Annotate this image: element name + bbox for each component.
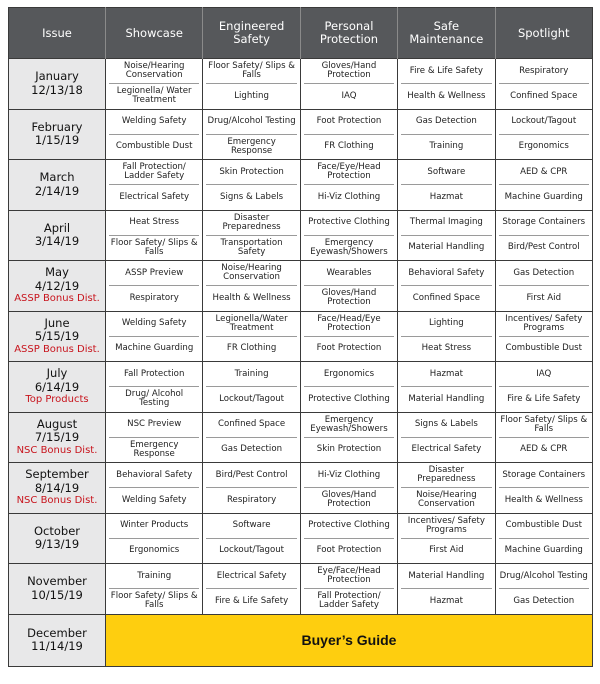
topic-secondary: FR Clothing — [206, 336, 296, 361]
topic-cell-spotlight — [495, 513, 592, 564]
topic-secondary: Floor Safety/ Slips & Falls — [109, 588, 199, 613]
topic-pair — [106, 362, 202, 411]
topic-secondary: Gloves/Hand Protection — [304, 487, 394, 512]
topic-pair — [496, 463, 592, 512]
topic-primary: Eye/Face/Head Protection — [317, 566, 381, 586]
topic-cell-engineered-safety — [203, 261, 300, 312]
issue-cell — [9, 261, 106, 312]
issue-month: September — [25, 467, 89, 482]
topic-primary: Software — [232, 520, 271, 531]
topic-secondary: Material Handling — [401, 386, 491, 411]
topic-primary: Electrical Safety — [216, 570, 287, 581]
topic-secondary: Material Handling — [401, 235, 491, 260]
topic-secondary: FR Clothing — [304, 134, 394, 159]
topic-pair — [203, 514, 299, 563]
topic-primary: Training — [234, 368, 269, 379]
table-row — [9, 564, 593, 615]
topic-primary: Gas Detection — [513, 267, 575, 278]
issue-date: 6/14/19 — [34, 379, 80, 394]
issue-date: 12/13/18 — [31, 82, 83, 97]
topic-secondary: Foot Protection — [304, 336, 394, 361]
topic-primary: Ergonomics — [323, 368, 375, 379]
topic-primary: Drug/Alcohol Testing — [499, 570, 588, 581]
topic-pair — [496, 110, 592, 159]
issue-date: 11/14/19 — [31, 639, 83, 653]
topic-secondary: Combustible Dust — [109, 134, 199, 159]
topic-primary: Behavioral Safety — [116, 469, 193, 480]
issue-cell — [9, 362, 106, 413]
topic-pair — [496, 514, 592, 563]
topic-primary: Fall Protection — [123, 368, 185, 379]
topic-cell-personal-protection — [300, 513, 397, 564]
editorial-calendar — [8, 7, 592, 667]
topic-pair — [398, 59, 494, 108]
topic-secondary: Fire & Life Safety — [206, 588, 296, 613]
topic-cell-engineered-safety — [203, 59, 300, 110]
issue-bonus-note: ASSP Bonus Dist. — [14, 293, 100, 305]
topic-cell-engineered-safety — [203, 109, 300, 160]
issue-bonus-note: Top Products — [25, 394, 89, 406]
topic-cell-engineered-safety — [203, 210, 300, 261]
header-engineered-safety: Engineered Safety — [203, 8, 300, 59]
topic-cell-showcase — [106, 261, 203, 312]
topic-secondary: First Aid — [499, 285, 589, 310]
topic-cell-personal-protection — [300, 311, 397, 362]
topic-primary: Drug/Alcohol Testing — [207, 116, 296, 127]
topic-cell-showcase — [106, 109, 203, 160]
topic-cell-spotlight — [495, 59, 592, 110]
topic-cell-safe-maintenance — [398, 564, 495, 615]
topic-primary: Signs & Labels — [414, 419, 478, 430]
topic-pair — [398, 160, 494, 209]
topic-secondary: Machine Guarding — [499, 538, 589, 563]
issue-date: 5/15/19 — [34, 329, 80, 344]
topic-primary: Incentives/ Safety Programs — [407, 515, 485, 535]
issue-month: May — [45, 265, 69, 280]
topic-secondary: Emergency Eyewash/Showers — [304, 235, 394, 260]
topic-pair — [203, 564, 299, 613]
editorial-calendar-table — [8, 7, 593, 667]
topic-secondary: Bird/Pest Control — [499, 235, 589, 260]
topic-primary: Lockout/Tagout — [511, 116, 577, 127]
topic-pair — [398, 211, 494, 260]
topic-primary: Software — [427, 166, 466, 177]
topic-cell-engineered-safety — [203, 362, 300, 413]
topic-cell-showcase — [106, 311, 203, 362]
topic-primary: Incentives/ Safety Programs — [505, 313, 583, 333]
table-row — [9, 463, 593, 514]
topic-secondary: Fall Protection/ Ladder Safety — [304, 588, 394, 613]
topic-primary: Welding Safety — [121, 318, 187, 329]
topic-cell-engineered-safety — [203, 160, 300, 211]
topic-cell-personal-protection — [300, 210, 397, 261]
table-row-december — [9, 614, 593, 666]
topic-cell-personal-protection — [300, 261, 397, 312]
topic-primary: AED & CPR — [520, 166, 568, 177]
topic-secondary: Transportation Safety — [206, 235, 296, 260]
topic-pair — [106, 413, 202, 462]
topic-cell-engineered-safety — [203, 412, 300, 463]
topic-cell-engineered-safety — [203, 311, 300, 362]
issue-date: 1/15/19 — [34, 133, 80, 148]
topic-primary: Confined Space — [217, 419, 286, 430]
topic-cell-engineered-safety — [203, 564, 300, 615]
topic-secondary: Lighting — [206, 83, 296, 108]
topic-pair — [398, 110, 494, 159]
topic-primary: Material Handling — [408, 570, 485, 581]
topic-secondary: Respiratory — [109, 285, 199, 310]
topic-secondary: Legionella/ Water Treatment — [109, 83, 199, 108]
topic-cell-safe-maintenance — [398, 210, 495, 261]
topic-pair — [496, 362, 592, 411]
issue-month: November — [27, 574, 87, 589]
header-row — [9, 8, 593, 59]
topic-cell-safe-maintenance — [398, 362, 495, 413]
topic-primary: Welding Safety — [121, 116, 187, 127]
issue-date: 4/12/19 — [34, 278, 80, 293]
topic-primary: Fire & Life Safety — [409, 65, 483, 76]
topic-pair — [398, 564, 494, 613]
topic-pair — [203, 110, 299, 159]
topic-primary: Gloves/Hand Protection — [321, 61, 377, 81]
topic-primary: Hi-Viz Clothing — [317, 469, 381, 480]
topic-secondary: Health & Wellness — [401, 83, 491, 108]
topic-primary: IAQ — [536, 368, 552, 379]
topic-secondary: Health & Wellness — [499, 487, 589, 512]
topic-secondary: Lockout/Tagout — [206, 538, 296, 563]
topic-pair — [398, 514, 494, 563]
topic-secondary: Foot Protection — [304, 538, 394, 563]
issue-month: April — [43, 220, 71, 235]
topic-secondary: Gas Detection — [499, 588, 589, 613]
issue-date: 2/14/19 — [34, 183, 80, 198]
topic-cell-personal-protection — [300, 109, 397, 160]
topic-secondary: AED & CPR — [499, 437, 589, 462]
issue-month: January — [35, 69, 79, 84]
topic-pair — [106, 160, 202, 209]
topic-primary: Storage Containers — [502, 469, 586, 480]
topic-primary: Noise/Hearing Conservation — [221, 263, 282, 283]
topic-cell-spotlight — [495, 210, 592, 261]
topic-primary: Wearables — [326, 267, 372, 278]
topic-primary: Protective Clothing — [308, 217, 390, 228]
issue-cell — [9, 210, 106, 261]
topic-secondary: IAQ — [304, 83, 394, 108]
issue-month: June — [44, 315, 70, 330]
topic-secondary: Health & Wellness — [206, 285, 296, 310]
issue-month: August — [36, 416, 78, 431]
topic-pair — [203, 362, 299, 411]
issue-cell — [9, 463, 106, 514]
header-safe-maintenance: Safe Maintenance — [398, 8, 495, 59]
topic-pair — [106, 59, 202, 108]
topic-primary: Lighting — [428, 318, 464, 329]
topic-secondary: Emergency Response — [206, 134, 296, 159]
topic-secondary: Emergency Response — [109, 437, 199, 462]
topic-cell-showcase — [106, 210, 203, 261]
topic-pair — [496, 160, 592, 209]
topic-pair — [301, 312, 397, 361]
topic-secondary: Respiratory — [206, 487, 296, 512]
issue-date: 3/14/19 — [34, 234, 80, 249]
topic-primary: ASSP Preview — [125, 267, 184, 278]
topic-secondary: Gas Detection — [206, 437, 296, 462]
topic-pair — [496, 59, 592, 108]
topic-cell-engineered-safety — [203, 463, 300, 514]
topic-cell-safe-maintenance — [398, 109, 495, 160]
topic-pair — [301, 564, 397, 613]
topic-secondary: Gloves/Hand Protection — [304, 285, 394, 310]
topic-secondary: Electrical Safety — [401, 437, 491, 462]
topic-primary: Floor Safety/ Slips & Falls — [500, 414, 588, 434]
topic-cell-personal-protection — [300, 564, 397, 615]
topic-cell-spotlight — [495, 463, 592, 514]
topic-cell-personal-protection — [300, 362, 397, 413]
topic-primary: Noise/Hearing Conservation — [123, 61, 185, 81]
topic-pair — [496, 261, 592, 310]
topic-secondary: Welding Safety — [109, 487, 199, 512]
topic-secondary: Ergonomics — [109, 538, 199, 563]
topic-primary: Foot Protection — [316, 116, 382, 127]
header-spotlight: Spotlight — [495, 8, 592, 59]
topic-primary: Combustible Dust — [505, 520, 583, 531]
issue-month: July — [46, 366, 68, 381]
topic-pair — [301, 160, 397, 209]
topic-primary: Respiratory — [519, 65, 569, 76]
topic-primary: Hazmat — [429, 368, 463, 379]
topic-pair — [301, 59, 397, 108]
topic-secondary: Protective Clothing — [304, 386, 394, 411]
topic-cell-showcase — [106, 564, 203, 615]
table-row — [9, 513, 593, 564]
topic-primary: Behavioral Safety — [408, 267, 485, 278]
topic-primary: Disaster Preparedness — [222, 212, 281, 232]
issue-bonus-note: NSC Bonus Dist. — [16, 444, 98, 456]
topic-primary: Skin Protection — [219, 166, 284, 177]
topic-secondary: Electrical Safety — [109, 184, 199, 209]
topic-pair — [301, 211, 397, 260]
topic-secondary: Hazmat — [401, 588, 491, 613]
topic-pair — [106, 261, 202, 310]
topic-cell-showcase — [106, 513, 203, 564]
topic-cell-spotlight — [495, 160, 592, 211]
topic-cell-engineered-safety — [203, 513, 300, 564]
topic-primary: Gas Detection — [415, 116, 477, 127]
header-issue: Issue — [9, 8, 106, 59]
issue-cell — [9, 59, 106, 110]
topic-secondary: Fire & Life Safety — [499, 386, 589, 411]
topic-cell-showcase — [106, 412, 203, 463]
topic-secondary: Drug/ Alcohol Testing — [109, 386, 199, 411]
topic-pair — [203, 312, 299, 361]
topic-pair — [301, 261, 397, 310]
topic-pair — [203, 59, 299, 108]
topic-pair — [203, 463, 299, 512]
table-row — [9, 311, 593, 362]
topic-primary: Fall Protection/ Ladder Safety — [122, 162, 186, 182]
topic-pair — [106, 312, 202, 361]
topic-pair — [398, 413, 494, 462]
table-row — [9, 261, 593, 312]
topic-primary: Heat Stress — [129, 217, 179, 228]
topic-pair — [301, 463, 397, 512]
topic-primary: Floor Safety/ Slips & Falls — [208, 61, 295, 81]
topic-cell-showcase — [106, 463, 203, 514]
issue-month: February — [31, 119, 83, 134]
topic-secondary: Lockout/Tagout — [206, 386, 296, 411]
topic-primary: Training — [137, 570, 172, 581]
topic-pair — [301, 362, 397, 411]
topic-cell-safe-maintenance — [398, 311, 495, 362]
issue-month: December — [27, 625, 87, 640]
topic-secondary: Floor Safety/ Slips & Falls — [109, 235, 199, 260]
table-row — [9, 160, 593, 211]
topic-pair — [398, 362, 494, 411]
issue-bonus-note: NSC Bonus Dist. — [16, 495, 98, 507]
topic-cell-showcase — [106, 160, 203, 211]
topic-secondary: Combustible Dust — [499, 336, 589, 361]
topic-cell-safe-maintenance — [398, 59, 495, 110]
topic-cell-spotlight — [495, 261, 592, 312]
issue-date: 10/15/19 — [31, 587, 83, 602]
topic-cell-personal-protection — [300, 463, 397, 514]
topic-pair — [496, 312, 592, 361]
topic-pair — [203, 211, 299, 260]
topic-pair — [398, 463, 494, 512]
topic-pair — [496, 413, 592, 462]
topic-cell-safe-maintenance — [398, 463, 495, 514]
topic-secondary: Machine Guarding — [109, 336, 199, 361]
topic-cell-safe-maintenance — [398, 513, 495, 564]
topic-primary: Emergency Eyewash/Showers — [310, 414, 388, 434]
topic-secondary: Heat Stress — [401, 336, 491, 361]
topic-secondary: Confined Space — [499, 83, 589, 108]
topic-pair — [301, 110, 397, 159]
topic-secondary: Ergonomics — [499, 134, 589, 159]
issue-date: 9/13/19 — [34, 537, 80, 552]
topic-pair — [106, 211, 202, 260]
topic-secondary: Signs & Labels — [206, 184, 296, 209]
topic-cell-personal-protection — [300, 412, 397, 463]
topic-cell-spotlight — [495, 362, 592, 413]
issue-cell — [9, 513, 106, 564]
table-row — [9, 59, 593, 110]
topic-cell-spotlight — [495, 412, 592, 463]
topic-secondary: Confined Space — [401, 285, 491, 310]
topic-primary: Bird/Pest Control — [215, 469, 288, 480]
topic-secondary: Noise/Hearing Conservation — [401, 487, 491, 512]
issue-month: March — [39, 170, 75, 185]
topic-primary: NSC Preview — [127, 419, 182, 430]
topic-pair — [203, 160, 299, 209]
topic-cell-personal-protection — [300, 160, 397, 211]
header-personal-protection: Personal Protection — [300, 8, 397, 59]
topic-pair — [106, 514, 202, 563]
topic-pair — [106, 463, 202, 512]
topic-pair — [496, 211, 592, 260]
topic-pair — [106, 564, 202, 613]
topic-pair — [496, 564, 592, 613]
topic-cell-safe-maintenance — [398, 160, 495, 211]
table-row — [9, 412, 593, 463]
topic-primary: Face/Eye/Head Protection — [317, 162, 381, 182]
topic-pair — [398, 312, 494, 361]
topic-cell-spotlight — [495, 564, 592, 615]
issue-date: 8/14/19 — [34, 480, 80, 495]
issue-cell — [9, 311, 106, 362]
issue-cell — [9, 109, 106, 160]
topic-secondary: Machine Guarding — [499, 184, 589, 209]
topic-secondary: Training — [401, 134, 491, 159]
topic-pair — [106, 110, 202, 159]
topic-primary: Protective Clothing — [308, 520, 390, 531]
topic-pair — [301, 413, 397, 462]
issue-month: October — [33, 523, 81, 538]
issue-bonus-note: ASSP Bonus Dist. — [14, 343, 100, 355]
topic-cell-safe-maintenance — [398, 412, 495, 463]
topic-pair — [203, 413, 299, 462]
topic-primary: Winter Products — [120, 520, 189, 531]
topic-cell-spotlight — [495, 311, 592, 362]
issue-date: 7/15/19 — [34, 430, 80, 445]
topic-primary: Legionella/Water Treatment — [215, 313, 288, 333]
topic-primary: Storage Containers — [502, 217, 586, 228]
topic-primary: Face/Head/Eye Protection — [317, 313, 381, 333]
topic-secondary: First Aid — [401, 538, 491, 563]
topic-secondary: Hi-Viz Clothing — [304, 184, 394, 209]
topic-cell-safe-maintenance — [398, 261, 495, 312]
issue-cell — [9, 412, 106, 463]
topic-secondary: Skin Protection — [304, 437, 394, 462]
topic-primary: Disaster Preparedness — [417, 465, 476, 485]
table-row — [9, 210, 593, 261]
topic-cell-showcase — [106, 362, 203, 413]
topic-pair — [301, 514, 397, 563]
table-row — [9, 109, 593, 160]
issue-cell — [9, 564, 106, 615]
buyers-guide-banner: Buyer’s Guide — [106, 614, 593, 666]
topic-pair — [398, 261, 494, 310]
topic-cell-spotlight — [495, 109, 592, 160]
topic-primary: Thermal Imaging — [409, 217, 483, 228]
header-showcase: Showcase — [106, 8, 203, 59]
topic-cell-showcase — [106, 59, 203, 110]
issue-cell — [9, 160, 106, 211]
topic-cell-personal-protection — [300, 59, 397, 110]
issue-cell — [9, 614, 106, 666]
topic-secondary: Hazmat — [401, 184, 491, 209]
topic-pair — [203, 261, 299, 310]
table-row — [9, 362, 593, 413]
